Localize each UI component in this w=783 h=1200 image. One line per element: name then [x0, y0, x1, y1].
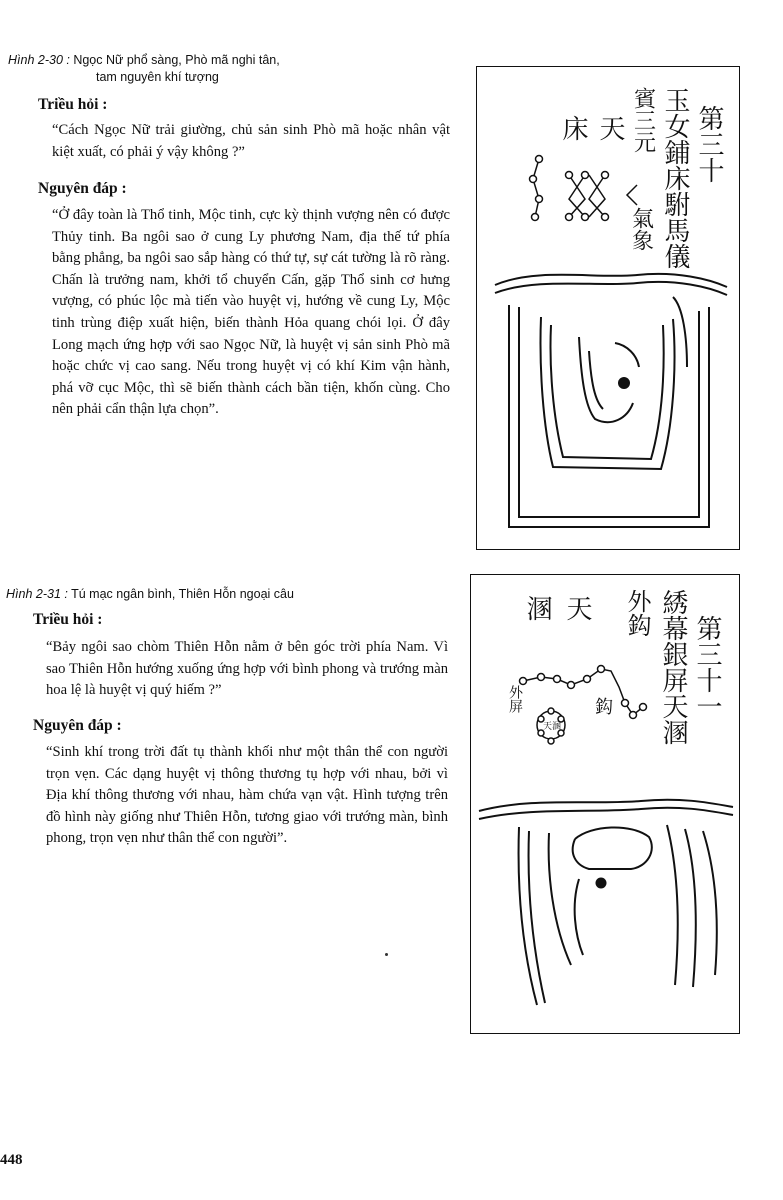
fig31-col-1: 第三十一: [692, 615, 722, 719]
question-heading: Triều hỏi :: [38, 96, 108, 113]
fig30-cave-point: [618, 377, 630, 389]
caption-number: Hình 2-30 :: [8, 53, 70, 67]
fig31-landform: [479, 800, 733, 1005]
fig30-col-4: 天: [595, 115, 625, 141]
fig31-col-3: 外鈎: [623, 589, 651, 637]
fig30-star-diagram: [530, 156, 638, 221]
figure-30-drawing: [477, 67, 739, 549]
fig31-label-center: 天溷: [543, 722, 562, 732]
fig30-col-3b: 氣象: [628, 207, 654, 251]
fig31-star-chain: [520, 666, 647, 719]
fig31-col-4: 天: [562, 595, 592, 621]
caption-title: Ngọc Nữ phổ sàng, Phò mã nghi tân,: [73, 53, 280, 67]
page-number: 448: [0, 1152, 23, 1168]
figure-caption-2-31: [6, 586, 456, 603]
feng-shui-figure-31: [470, 574, 740, 1034]
fig31-label-outer-screen: 外屏: [507, 685, 523, 713]
question-text-2: “Bảy ngôi sao chòm Thiên Hỗn nằm ở bên góc trời phía Nam. Vì sao Thiên Hỗn hướng xuống ứng hợp với bình phong và trướng màn hoa lệ là huyệt vị quý hiếm ?”: [46, 639, 448, 699]
fig30-col-5: 床: [558, 115, 588, 141]
question-text: “Cách Ngọc Nữ trải giường, chủ sản sinh Phò mã hoặc nhân vật kiệt xuất, có phải ý vậy không ?”: [52, 122, 450, 160]
caption-number-2: Hình 2-31 :: [6, 587, 68, 601]
stray-mark: [385, 953, 388, 956]
fig31-label-hook: 鈎: [595, 697, 613, 718]
fig30-landform: [495, 274, 727, 527]
answer-text: “Ở đây toàn là Thổ tinh, Mộc tinh, cực kỳ thịnh vượng nên có được Thủy tinh. Ba ngôi sao ở cung Ly phương Nam, địa thế tứ phía bằng phẳng, ba ngôi sao sắp hàng có thứ tự, sự cát tường là rõ ràng. Chấn là trưởng nam, khởi tổ chuyển Cấn, gặp Thổ sinh cơ hưng vượng, có phúc lộc mà tiến vào huyệt vị, hướng về cung Ly, Mộc tinh trùng điệp xuất hiện, biến thành Hỏa quang chói lọi. Ở đây Long mạch ứng hợp với sao Ngọc Nữ, là huyệt vị sản sinh Phò mã hoặc chức vị cao sang. Nếu trong huyệt vị có khí Kim vận hành, phá vỡ cục Mộc, thì sẽ biến thành cách bần tiện, khốn cùng. Cho nên phải cẩn thận lựa chọn”.: [52, 207, 450, 418]
answer-heading: Nguyên đáp :: [38, 180, 127, 197]
fig31-col-5: 溷: [522, 595, 552, 621]
figure-caption-2-30: [8, 52, 458, 86]
caption-title-cont: tam nguyên khí tượng: [96, 70, 219, 84]
fig31-cave-point: [596, 878, 607, 889]
fig30-col-2: 玉女鋪床駙馬儀: [660, 87, 690, 269]
fig30-col-1: 第三十: [694, 105, 724, 183]
figure-31-drawing: [471, 575, 739, 1033]
fig31-col-2: 綉幕銀屏天溷: [658, 589, 688, 745]
answer-text-2: “Sinh khí trong trời đất tụ thành khối như một thân thể con người trọn vẹn. Các dạng huyệt vị thông thương tụ hợp với nhau, bởi vì Địa khí thông thương với nhau, hàm chứa vạn vật. Hình tượng trên đồ hình này giống như Thiên Hỗn, tương giao với trướng màn, bình phong, trọn vẹn như thân thể con người”.: [46, 744, 448, 847]
fig30-col-3: 賓三元: [630, 87, 656, 153]
answer-heading-2: Nguyên đáp :: [33, 717, 122, 734]
caption-title-2: Tú mạc ngân bình, Thiên Hỗn ngoại câu: [71, 587, 294, 601]
feng-shui-figure-30: [476, 66, 740, 550]
question-heading-2: Triều hỏi :: [33, 611, 103, 628]
